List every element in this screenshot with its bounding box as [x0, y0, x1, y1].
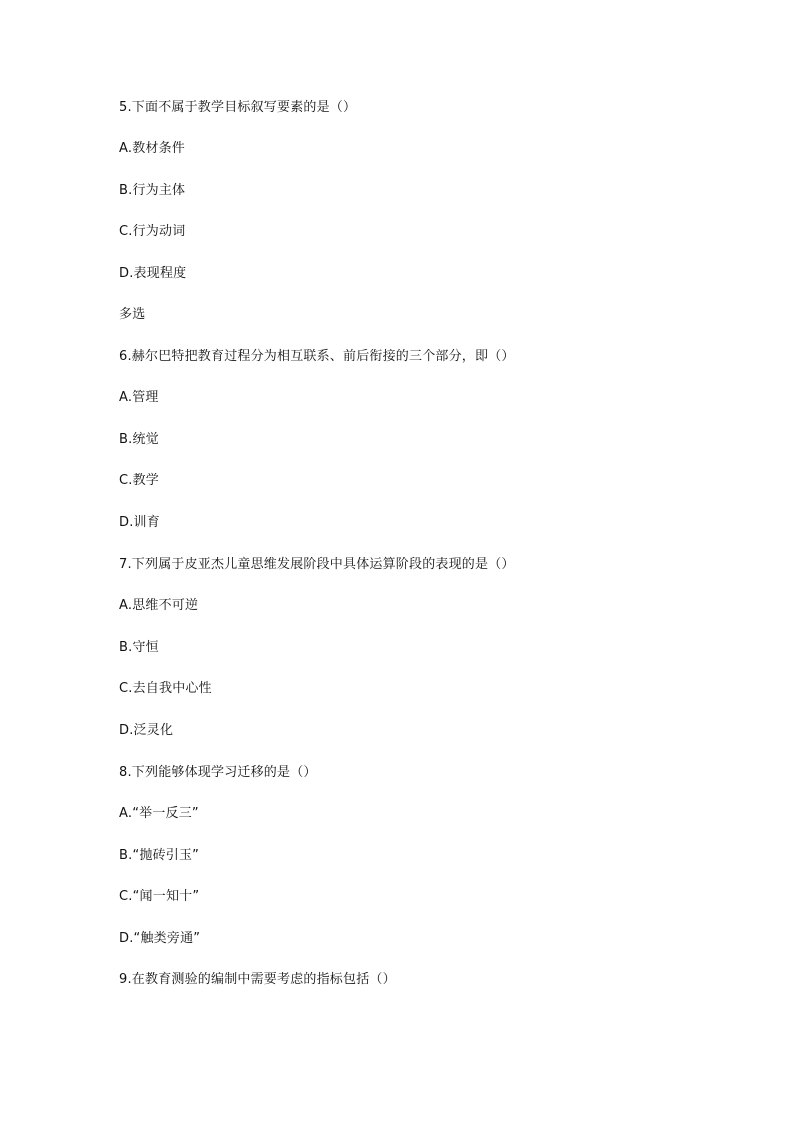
question-8-text: 8.下列能够体现学习迁移的是（） — [119, 765, 317, 780]
question-5-text: 5.下面不属于教学目标叙写要素的是（） — [119, 100, 357, 115]
q6-option-c: C.教学 — [119, 473, 160, 488]
section-heading-multiple-choice: 多选 — [119, 307, 146, 322]
q7-option-c: C.去自我中心性 — [119, 681, 212, 696]
q7-option-d: D.泛灵化 — [119, 723, 174, 738]
q8-option-c: C.“闻一知十” — [119, 889, 200, 904]
q6-option-d: D.训育 — [119, 515, 160, 530]
q5-option-b: B.行为主体 — [119, 183, 186, 198]
q7-option-b: B.守恒 — [119, 640, 159, 655]
q8-option-d: D.“触类旁通” — [119, 931, 201, 946]
q8-option-a: A.“举一反三” — [119, 806, 199, 821]
q7-option-a: A.思维不可逆 — [119, 598, 199, 613]
q6-option-b: B.统觉 — [119, 432, 159, 447]
q6-option-a: A.管理 — [119, 390, 159, 405]
question-9-text: 9.在教育测验的编制中需要考虑的指标包括（） — [119, 972, 396, 987]
question-7-text: 7.下列属于皮亚杰儿童思维发展阶段中具体运算阶段的表现的是（） — [119, 557, 515, 572]
q8-option-b: B.“抛砖引玉” — [119, 848, 200, 863]
q5-option-c: C.行为动词 — [119, 224, 186, 239]
question-6-text: 6.赫尔巴特把教育过程分为相互联系、前后衔接的三个部分，即（） — [119, 349, 515, 364]
q5-option-d: D.表现程度 — [119, 266, 187, 281]
q5-option-a: A.教材条件 — [119, 141, 185, 156]
